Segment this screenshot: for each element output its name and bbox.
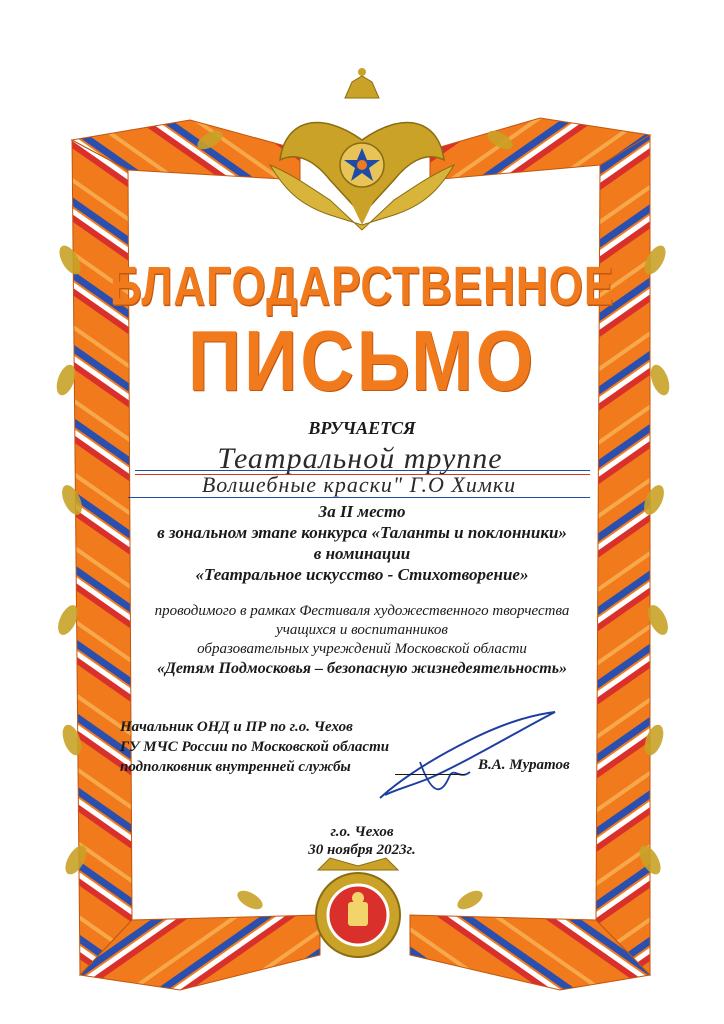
nomination-label: в номинации <box>313 544 411 563</box>
place-text: г.о. Чехов <box>330 824 394 840</box>
signature-line <box>395 774 465 775</box>
signatory-line-1: Начальник ОНД и ПР по г.о. Чехов <box>120 719 353 735</box>
signatory-line-2: ГУ МЧС России по Московской области <box>120 739 390 755</box>
recipient-line-1: Театральной труппе <box>217 442 503 475</box>
festival-name: «Детям Подмосковья – безопасную жизнедеятельность» <box>156 660 568 677</box>
signatory-block <box>120 717 389 777</box>
title-line-2: ПИСЬМО <box>187 312 537 409</box>
signatory-line-3: подполковник внутренней службы <box>120 759 351 775</box>
moscow-region-emblem <box>316 858 400 957</box>
title-line-1: БЛАГОДАРСТВЕННОЕ <box>109 255 615 317</box>
festival-line-3: образовательных учреждений Московской области <box>197 641 527 657</box>
recipient-underline-2 <box>128 497 590 498</box>
signatory-name: В.А. Муратов <box>478 757 570 773</box>
recipient-line-2: Волшебные краски" Г.О Химки <box>201 472 517 497</box>
stage-text: в зональном этапе конкурса «Таланты и поклонники» <box>157 523 567 542</box>
emchs-eagle-emblem <box>270 68 454 230</box>
recipient-underline-1 <box>135 470 590 471</box>
festival-line-2: учащихся и воспитанников <box>276 622 448 638</box>
presented-label: ВРУЧАЕТСЯ <box>308 418 416 438</box>
festival-line-1: проводимого в рамках Фестиваля художественного творчества <box>154 603 570 619</box>
date-text: 30 ноября 2023г. <box>308 842 416 858</box>
award-text: За II место <box>318 502 406 521</box>
signature-scribble <box>380 712 555 798</box>
nomination-text: «Театральное искусство - Стихотворение» <box>195 565 529 584</box>
